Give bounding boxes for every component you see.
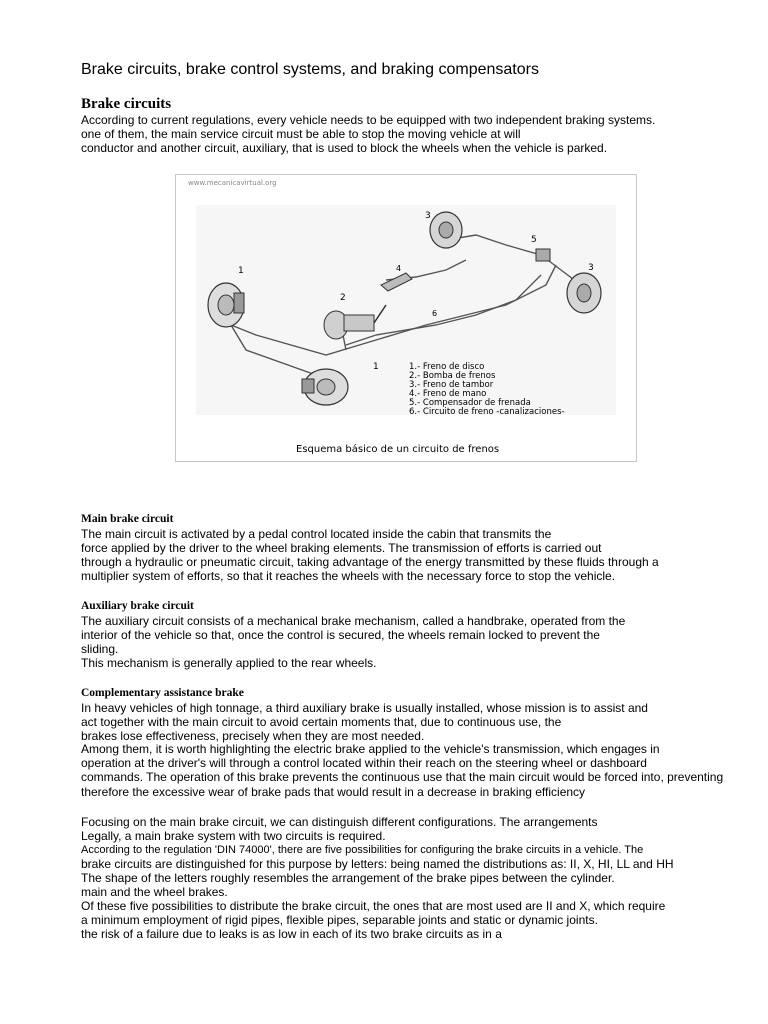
section-heading-brake-circuits: Brake circuits <box>81 96 172 112</box>
legend-item: 1.- Freno de disco <box>409 362 485 372</box>
paragraph-line: force applied by the driver to the wheel braking elements. The transmission of efforts is carried out <box>81 541 602 555</box>
paragraph-line: sliding. <box>81 642 119 656</box>
paragraph-line: The auxiliary circuit consists of a mechanical brake mechanism, called a handbrake, operated from the <box>81 614 626 628</box>
paragraph-line: Among them, it is worth highlighting the electric brake applied to the vehicle's transmission, which engages in <box>81 742 660 756</box>
paragraph-line: conductor and another circuit, auxiliary, that is used to block the wheels when the vehicle is parked. <box>81 141 608 155</box>
document-title: Brake circuits, brake control systems, and braking compensators <box>81 61 539 78</box>
legend-item: 3.- Freno de tambor <box>409 380 494 390</box>
paragraph-line: through a hydraulic or pneumatic circuit, taking advantage of the energy transmitted by these fluids through a <box>81 555 659 569</box>
diagram-label: 3 <box>588 263 594 273</box>
paragraph-line: Focusing on the main brake circuit, we can distinguish different configurations. The arrangements <box>81 815 598 829</box>
paragraph-line: Legally, a main brake system with two circuits is required. <box>81 829 386 843</box>
paragraph-line: interior of the vehicle so that, once the control is secured, the wheels remain locked to prevent the <box>81 628 600 642</box>
legend-item: 5.- Compensador de frenada <box>409 398 531 408</box>
paragraph-line: commands. The operation of this brake prevents the continuous use that the main circuit would be forced into, preventing <box>81 770 724 784</box>
drum-brake-rear <box>430 212 462 248</box>
paragraph-line: operation at the driver's will through a control located within their reach on the steering wheel or dashboard <box>81 756 647 770</box>
brake-diagram-svg <box>176 175 636 461</box>
diagram-label: 1 <box>373 362 379 372</box>
paragraph-line: therefore the excessive wear of brake pads that would result in a decrease in braking efficiency <box>81 785 586 799</box>
paragraph-line: a minimum employment of rigid pipes, flexible pipes, separable joints and static or dynamic joints. <box>81 913 598 927</box>
watermark-text: www.mecanicavirtual.org <box>188 179 277 187</box>
legend-item: 4.- Freno de mano <box>409 389 487 399</box>
diagram-label: 4 <box>396 264 402 273</box>
paragraph-line: This mechanism is generally applied to the rear wheels. <box>81 656 377 670</box>
paragraph-line: brake circuits are distinguished for this purpose by letters: being named the distributions as: II, X, HI, LL and HH <box>81 857 674 871</box>
section-heading-auxiliary-brake-circuit: Auxiliary brake circuit <box>81 600 194 612</box>
section-heading-main-brake-circuit: Main brake circuit <box>81 513 174 525</box>
paragraph-line: one of them, the main service circuit must be able to stop the moving vehicle at will <box>81 127 521 141</box>
paragraph-line: act together with the main circuit to avoid certain moments that, due to continuous use, the <box>81 715 562 729</box>
disc-brake-front <box>208 283 244 327</box>
brake-compensator <box>536 249 550 261</box>
legend-item: 2.- Bomba de frenos <box>409 371 496 381</box>
paragraph-line: According to current regulations, every vehicle needs to be equipped with two independent braking systems. <box>81 113 656 127</box>
paragraph-line: multiplier system of efforts, so that it reaches the wheels with the necessary force to stop the vehicle. <box>81 569 616 583</box>
paragraph-line: The shape of the letters roughly resembles the arrangement of the brake pipes between the cylinder. <box>81 871 615 885</box>
paragraph-line: According to the regulation 'DIN 74000', there are five possibilities for configuring the brake circuits in a vehicle. The <box>81 844 644 856</box>
paragraph-line: The main circuit is activated by a pedal control located inside the cabin that transmits the <box>81 527 552 541</box>
diagram-label: 5 <box>531 235 537 245</box>
section-heading-complementary-brake: Complementary assistance brake <box>81 687 244 699</box>
paragraph-line: brakes lose effectiveness, precisely when they are most needed. <box>81 729 425 743</box>
brake-circuit-diagram <box>175 174 637 462</box>
paragraph-line: In heavy vehicles of high tonnage, a third auxiliary brake is usually installed, whose mission is to assist and <box>81 701 648 715</box>
diagram-label: 3 <box>425 211 431 221</box>
diagram-label: 1 <box>238 266 244 276</box>
paragraph-line: Of these five possibilities to distribute the brake circuit, the ones that are most used are II and X, which require <box>81 899 666 913</box>
drum-brake-rear <box>567 273 601 313</box>
diagram-label: 6 <box>432 309 438 318</box>
diagram-label: 2 <box>340 293 346 303</box>
paragraph-line: main and the wheel brakes. <box>81 885 228 899</box>
diagram-caption: Esquema básico de un circuito de frenos <box>296 444 500 455</box>
paragraph-line: the risk of a failure due to leaks is as low in each of its two brake circuits as in a <box>81 927 502 941</box>
legend-item: 6.- Circuito de freno -canalizaciones- <box>409 407 565 417</box>
